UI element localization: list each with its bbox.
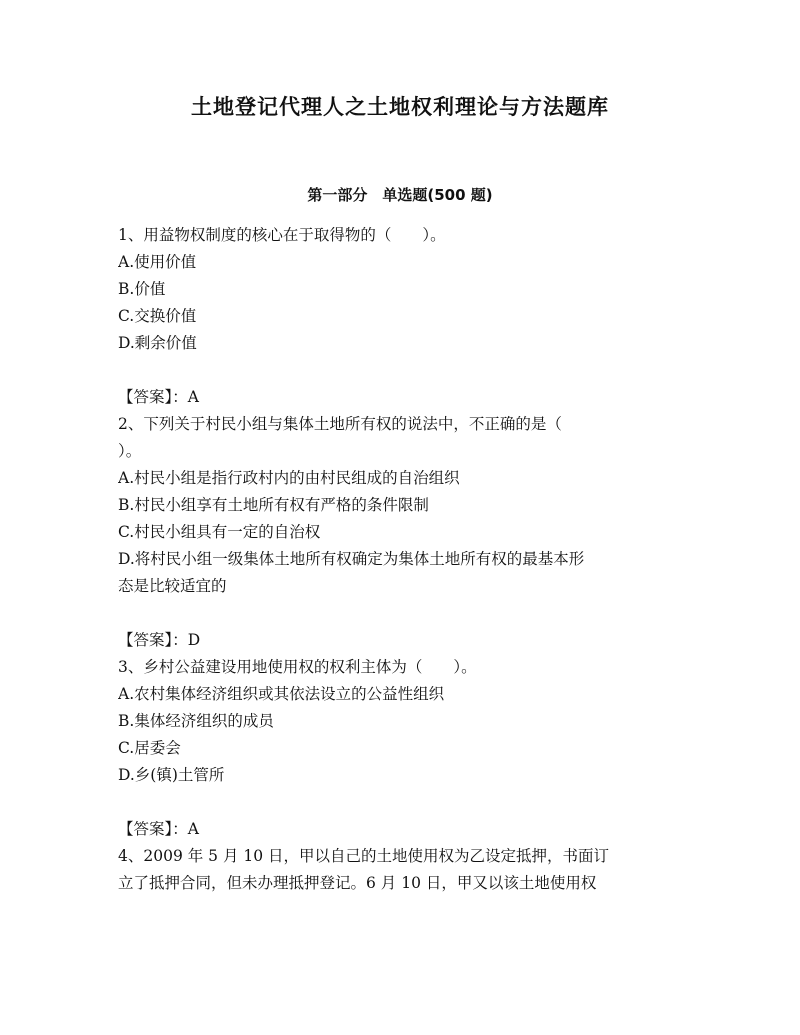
option-b: B.集体经济组织的成员 [118,712,274,730]
answer-label: 【答案】： [118,820,188,838]
answer-value: A [187,820,199,838]
option-c: C.交换价值 [118,307,197,325]
spacer [118,357,678,384]
question-stem-continued: 立了抵押合同，但未办理抵押登记。6 月 10 日，甲又以该土地使用权 [118,874,597,892]
section-heading: 第一部分 单选题(500 题) [307,186,493,204]
option-c: C.村民小组具有一定的自治权 [118,523,321,541]
option-d-continued: 态是比较适宜的 [118,577,227,595]
question-stem: 2、下列关于村民小组与集体土地所有权的说法中，不正确的是（ [118,415,562,433]
question-1 [118,222,678,411]
answer-label: 【答案】： [118,388,188,406]
spacer [118,789,678,816]
question-2 [118,411,678,654]
option-b: B.价值 [118,280,166,298]
option-a: A.农村集体经济组织或其依法设立的公益性组织 [118,685,445,703]
answer-line [118,816,678,843]
answer-line [118,627,678,654]
page-title: 土地登记代理人之土地权利理论与方法题库 [191,95,609,119]
question-stem: 3、乡村公益建设用地使用权的权利主体为（ ）。 [118,658,477,676]
option-d: D.剩余价值 [118,334,197,352]
question-list [118,222,678,897]
option-d: D.乡(镇)土管所 [118,766,225,784]
question-3 [118,654,678,843]
option-a: A.使用价值 [118,253,197,271]
option-b: B.村民小组享有土地所有权有严格的条件限制 [118,496,429,514]
question-4 [118,843,678,897]
option-c: C.居委会 [118,739,181,757]
question-stem: 4、2009 年 5 月 10 日，甲以自己的土地使用权为乙设定抵押，书面订 [118,847,610,865]
spacer [118,600,678,627]
option-a: A.村民小组是指行政村内的由村民组成的自治组织 [118,469,460,487]
answer-label: 【答案】： [118,631,188,649]
question-stem-continued: ）。 [118,442,142,460]
answer-value: D [187,631,201,649]
answer-value: A [187,388,199,406]
option-d: D.将村民小组一级集体土地所有权确定为集体土地所有权的最基本形 [118,550,585,568]
question-stem: 1、用益物权制度的核心在于取得物的（ ）。 [118,226,446,244]
answer-line [118,384,678,411]
